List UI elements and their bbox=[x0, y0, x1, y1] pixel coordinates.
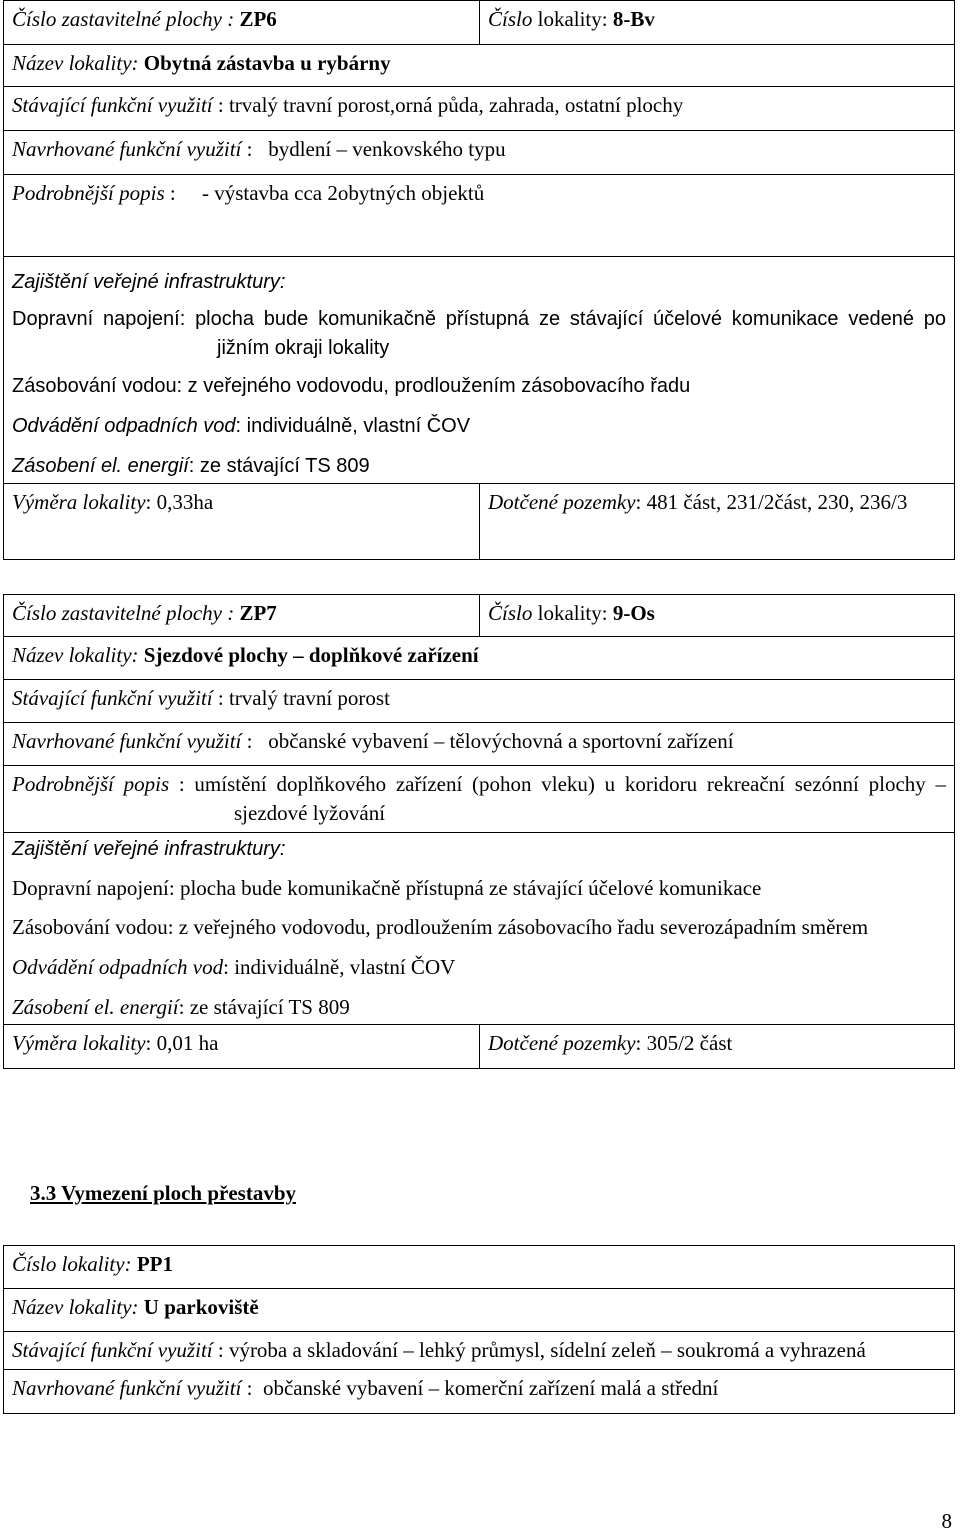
pp1-current-use-row bbox=[4, 1332, 955, 1370]
waste-value: : individuálně, vlastní ČOV bbox=[223, 955, 456, 979]
zp7-name-row bbox=[4, 637, 955, 680]
power-value: : ze stávající TS 809 bbox=[178, 995, 350, 1019]
zp6-current-use-row bbox=[4, 87, 955, 131]
name-value: Obytná zástavba u rybárny bbox=[143, 51, 391, 75]
zp6-locality-cell bbox=[480, 1, 955, 45]
zp6-zone-cell bbox=[4, 1, 480, 45]
zp7-locality-cell bbox=[480, 595, 955, 637]
description-value: : umístění doplňkového zařízení (pohon vleku) u koridoru rekreační sezónní plochy – sjezdové lyžování bbox=[169, 772, 947, 825]
power-label: Zásobení el. energií bbox=[12, 455, 189, 477]
waste-label: Odvádění odpadních vod bbox=[12, 955, 224, 979]
proposed-use-label: Navrhované funkční využití bbox=[12, 729, 242, 753]
zp7-proposed-use-row bbox=[4, 723, 955, 766]
current-use-label: Stávající funkční využití bbox=[12, 93, 213, 117]
area-label: Výměra lokality bbox=[12, 490, 146, 514]
area-label: Výměra lokality bbox=[12, 1031, 146, 1055]
water-text: Zásobování vodou: z veřejného vodovodu, prodloužením zásobovacího řadu severozápadním směrem bbox=[12, 915, 869, 939]
zp7-infrastructure-block bbox=[4, 833, 955, 1025]
zone-label: Číslo zastavitelné plochy : bbox=[12, 601, 240, 625]
zone-value: ZP6 bbox=[239, 7, 277, 31]
description-label: Podrobnější popis bbox=[12, 772, 170, 796]
zp7-description-row bbox=[4, 766, 955, 833]
area-value: : 0,01 ha bbox=[145, 1031, 219, 1055]
locality-value: PP1 bbox=[136, 1252, 173, 1276]
locality-label: lokality: bbox=[532, 601, 613, 625]
locality-label-italic: Číslo bbox=[488, 601, 533, 625]
locality-value: 8-Bv bbox=[612, 7, 655, 31]
proposed-use-value: : občanské vybavení – tělovýchovná a sportovní zařízení bbox=[241, 729, 734, 753]
pp1-proposed-use-row bbox=[4, 1370, 955, 1414]
zone-label: Číslo zastavitelné plochy : bbox=[12, 7, 240, 31]
infrastructure-heading: Zajištění veřejné infrastruktury: bbox=[12, 838, 286, 860]
name-label: Název lokality: bbox=[12, 643, 144, 667]
zp7-area-cell bbox=[4, 1025, 480, 1069]
name-label: Název lokality: bbox=[12, 51, 144, 75]
zp7-zone-cell bbox=[4, 595, 480, 637]
description-label: Podrobnější popis bbox=[12, 181, 165, 205]
power-label: Zásobení el. energií bbox=[12, 995, 179, 1019]
transport-text: Dopravní napojení: plocha bude komunikačně přístupná ze stávající účelové komunikace bbox=[12, 876, 762, 900]
name-value: Sjezdové plochy – doplňkové zařízení bbox=[143, 643, 479, 667]
transport-text: Dopravní napojení: plocha bude komunikačně přístupná ze stávající účelové komunikace vedené po jižním okraji lokality bbox=[12, 308, 946, 359]
waste-value: : individuálně, vlastní ČOV bbox=[235, 415, 471, 437]
current-use-value: : trvalý travní porost bbox=[212, 686, 390, 710]
zp7-table bbox=[3, 594, 955, 1069]
section-heading: 3.3 Vymezení ploch přestavby bbox=[30, 1181, 297, 1205]
pp1-name-row bbox=[4, 1289, 955, 1332]
water-text: Zásobování vodou: z veřejného vodovodu, prodloužením zásobovacího řadu bbox=[12, 375, 691, 397]
parcels-label: Dotčené pozemky bbox=[488, 1031, 636, 1055]
zp7-parcels-cell bbox=[480, 1025, 955, 1069]
zp6-description-row bbox=[4, 175, 955, 257]
locality-value: 9-Os bbox=[612, 601, 655, 625]
locality-label: Číslo lokality: bbox=[12, 1252, 137, 1276]
parcels-label: Dotčené pozemky bbox=[488, 490, 636, 514]
parcels-value: : 481 část, 231/2část, 230, 236/3 bbox=[635, 490, 908, 514]
current-use-label: Stávající funkční využití bbox=[12, 686, 213, 710]
pp1-table bbox=[3, 1245, 955, 1414]
page-number: 8 bbox=[941, 1509, 952, 1533]
parcels-value: : 305/2 část bbox=[635, 1031, 733, 1055]
name-label: Název lokality: bbox=[12, 1295, 144, 1319]
zp6-infrastructure-block bbox=[4, 257, 955, 484]
zp6-area-cell bbox=[4, 484, 480, 560]
zone-value: ZP7 bbox=[239, 601, 277, 625]
zp6-parcels-cell bbox=[480, 484, 955, 560]
infrastructure-heading: Zajištění veřejné infrastruktury: bbox=[12, 271, 286, 293]
locality-label: lokality: bbox=[532, 7, 613, 31]
power-value: : ze stávající TS 809 bbox=[188, 455, 370, 477]
description-value: : - výstavba cca 2obytných objektů bbox=[164, 181, 485, 205]
pp1-locality-row bbox=[4, 1246, 955, 1289]
current-use-value: : trvalý travní porost,orná půda, zahrada, ostatní plochy bbox=[212, 93, 684, 117]
name-value: U parkoviště bbox=[143, 1295, 259, 1319]
current-use-label: Stávající funkční využití bbox=[12, 1338, 213, 1362]
zp6-name-row bbox=[4, 45, 955, 87]
current-use-value: : výroba a skladování – lehký průmysl, sídelní zeleň – soukromá a vyhrazená bbox=[212, 1338, 866, 1362]
zp6-table bbox=[3, 0, 955, 560]
proposed-use-value: : bydlení – venkovského typu bbox=[241, 137, 506, 161]
waste-label: Odvádění odpadních vod bbox=[12, 415, 236, 437]
locality-label-italic: Číslo bbox=[488, 7, 533, 31]
area-value: : 0,33ha bbox=[145, 490, 214, 514]
proposed-use-label: Navrhované funkční využití bbox=[12, 1376, 242, 1400]
proposed-use-value: : občanské vybavení – komerční zařízení malá a střední bbox=[241, 1376, 719, 1400]
proposed-use-label: Navrhované funkční využití bbox=[12, 137, 242, 161]
zp7-current-use-row bbox=[4, 680, 955, 723]
zp6-proposed-use-row bbox=[4, 131, 955, 175]
